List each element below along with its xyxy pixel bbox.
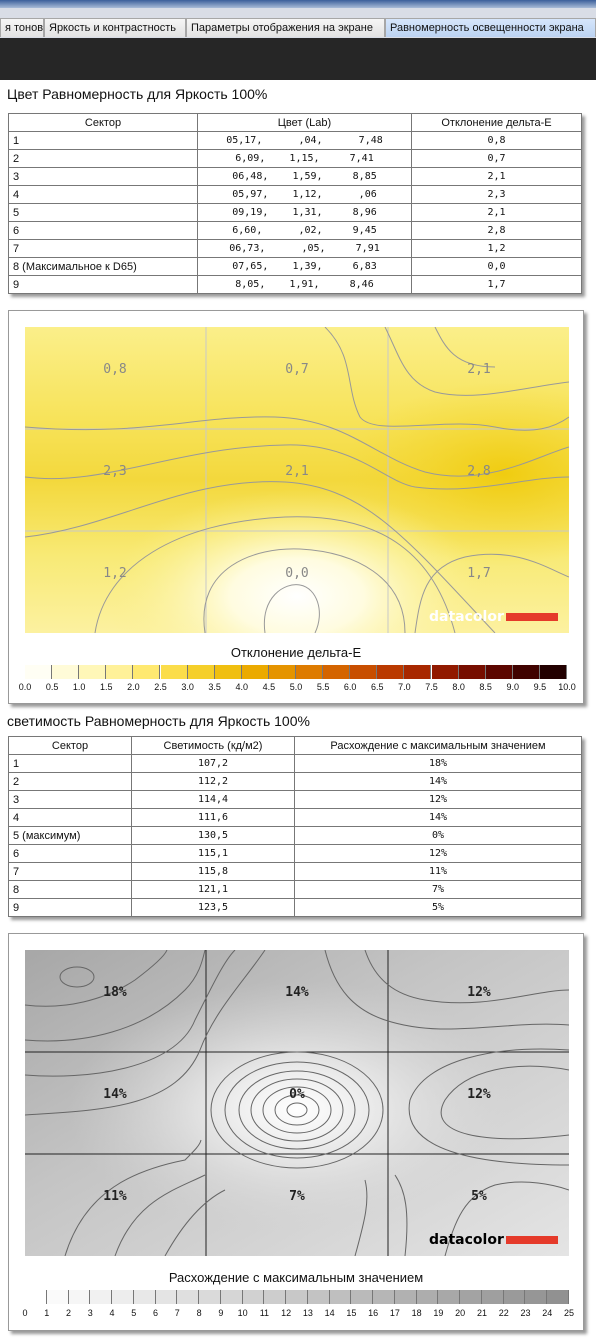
column-header: Расхождение с максимальным значением — [295, 737, 582, 755]
column-header: Сектор — [9, 114, 198, 132]
table-cell: 4 — [9, 186, 198, 204]
luminance-scale-tick-label: 7 — [174, 1308, 180, 1318]
color-scale-tick-label: 6.0 — [343, 682, 357, 692]
luminance-scale-tick-label: 8 — [196, 1308, 202, 1318]
table-cell: 115,8 — [132, 863, 295, 881]
luminance-scale-tick-label: 2 — [66, 1308, 72, 1318]
color-scale-tick-label: 0.5 — [45, 682, 59, 692]
tab-display-settings[interactable]: Параметры отображения на экране — [186, 18, 385, 37]
table-cell: 12% — [295, 791, 582, 809]
color-cell-label: 2,1 — [467, 362, 491, 377]
luminance-scale-tick-label: 14 — [324, 1308, 335, 1318]
table-cell: 2 — [9, 150, 198, 168]
luminance-cell-label: 12% — [467, 985, 491, 1000]
color-cell-label: 1,2 — [103, 566, 127, 581]
table-cell: 0% — [295, 827, 582, 845]
luminance-scale-tick-label: 1 — [44, 1308, 50, 1318]
color-scale-swatch — [513, 665, 540, 679]
luminance-scale-swatch — [47, 1290, 69, 1304]
table-cell: 9 — [9, 276, 198, 294]
luminance-scale-tick-label: 4 — [109, 1308, 115, 1318]
color-scale-tick-label: 8.5 — [479, 682, 492, 692]
color-uniformity-title: Цвет Равномерность для Яркость 100% — [7, 86, 268, 102]
table-cell: 05,17, ,04, 7,48 — [198, 132, 412, 150]
luminance-cell-label: 14% — [103, 1087, 127, 1102]
luminance-uniformity-title: светимость Равномерность для Яркость 100% — [7, 713, 310, 729]
luminance-scale-swatch — [156, 1290, 178, 1304]
color-scale-tick-label: 9.5 — [533, 682, 547, 692]
luminance-scale-tick-label: 12 — [281, 1308, 292, 1318]
table-cell: 7 — [9, 240, 198, 258]
luminance-cell-label: 5% — [471, 1189, 487, 1204]
color-scale-tick-label: 1.0 — [72, 682, 86, 692]
color-scale-tick-label: 10.0 — [558, 682, 576, 692]
table-cell: 114,4 — [132, 791, 295, 809]
table-cell: 0,8 — [412, 132, 582, 150]
table-header-row — [9, 737, 582, 755]
table-row — [9, 150, 582, 168]
luminance-deviation-panel — [8, 933, 584, 1331]
table-row — [9, 258, 582, 276]
table-cell: 09,19, 1,31, 8,96 — [198, 204, 412, 222]
color-scale-swatch — [323, 665, 350, 679]
table-cell: 11% — [295, 863, 582, 881]
table-cell: 06,48, 1,59, 8,85 — [198, 168, 412, 186]
table-row — [9, 204, 582, 222]
luminance-cell-label: 0% — [289, 1087, 305, 1102]
luminance-scale-swatch — [90, 1290, 112, 1304]
table-cell: 130,5 — [132, 827, 295, 845]
table-cell: 3 — [9, 791, 132, 809]
table-cell: 6,60, ,02, 9,45 — [198, 222, 412, 240]
luminance-scale-tick-label: 19 — [433, 1308, 444, 1318]
color-scale-swatch — [79, 665, 106, 679]
luminance-scale-tick-label: 6 — [153, 1308, 159, 1318]
table-row — [9, 863, 582, 881]
table-row — [9, 240, 582, 258]
table-row — [9, 881, 582, 899]
table-cell: 107,2 — [132, 755, 295, 773]
table-cell: 2,1 — [412, 204, 582, 222]
table-cell: 2 — [9, 773, 132, 791]
luminance-scale-swatch — [308, 1290, 330, 1304]
color-scale-tick-label: 8.0 — [452, 682, 465, 692]
luminance-scale-tick-label: 16 — [368, 1308, 379, 1318]
luminance-scale-swatch — [221, 1290, 243, 1304]
color-cell-label: 2,1 — [285, 464, 309, 479]
color-scale-swatch — [404, 665, 431, 679]
color-scale-swatch — [161, 665, 188, 679]
luminance-cell-label: 7% — [289, 1189, 305, 1204]
luminance-scale-swatch — [199, 1290, 221, 1304]
luminance-cell-label: 14% — [285, 985, 309, 1000]
luminance-scale — [22, 1290, 574, 1322]
color-scale-tick-label: 7.0 — [398, 682, 411, 692]
luminance-scale-swatch — [69, 1290, 91, 1304]
table-cell: 8,05, 1,91, 8,46 — [198, 276, 412, 294]
tab-screen-uniformity[interactable]: Равномерность освещенности экрана — [385, 18, 596, 37]
table-cell: 6 — [9, 845, 132, 863]
table-cell: 7 — [9, 863, 132, 881]
table-row — [9, 791, 582, 809]
color-cell-label: 1,7 — [467, 566, 491, 581]
luminance-scale-swatch — [417, 1290, 439, 1304]
table-cell: 1,7 — [412, 276, 582, 294]
table-row — [9, 132, 582, 150]
color-scale-tick-label: 3.0 — [181, 682, 194, 692]
color-scale-tick-label: 0.0 — [18, 682, 32, 692]
luminance-deviation-map — [25, 950, 569, 1256]
color-scale-swatch — [25, 665, 52, 679]
table-row — [9, 755, 582, 773]
luminance-scale-tick-label: 11 — [259, 1308, 270, 1318]
table-row — [9, 276, 582, 294]
datacolor-logo: datacolor — [429, 609, 558, 625]
color-scale-tick-label: 9.0 — [506, 682, 520, 692]
color-deviation-panel — [8, 310, 584, 704]
luminance-cell-label: 11% — [103, 1189, 127, 1204]
luminance-scale-swatch — [547, 1290, 569, 1304]
luminance-scale-tick-label: 13 — [302, 1308, 313, 1318]
table-row — [9, 845, 582, 863]
color-cell-label: 2,8 — [467, 464, 491, 479]
color-scale-tick-label: 2.0 — [127, 682, 140, 692]
color-scale-tick-label: 2.5 — [154, 682, 167, 692]
luminance-scale-swatch — [460, 1290, 482, 1304]
datacolor-logo: datacolor — [429, 1232, 558, 1248]
table-cell: 14% — [295, 773, 582, 791]
tab-bar — [0, 0, 596, 39]
color-scale-swatch — [52, 665, 79, 679]
color-scale-tick-label: 4.0 — [235, 682, 249, 692]
dark-toolbar — [0, 38, 596, 80]
column-header: Светимость (кд/м2) — [132, 737, 295, 755]
color-deviation-map — [25, 327, 569, 633]
color-scale-tick-label: 5.5 — [316, 682, 330, 692]
luminance-scale-swatch — [286, 1290, 308, 1304]
title-strip — [0, 0, 596, 8]
color-cell-label: 0,7 — [285, 362, 309, 377]
luminance-scale-tick-label: 0 — [22, 1308, 28, 1318]
luminance-scale-tick-label: 24 — [542, 1308, 553, 1318]
table-cell: 06,73, ,05, 7,91 — [198, 240, 412, 258]
color-scale-tick-label: 6.5 — [371, 682, 384, 692]
color-scale-swatch — [242, 665, 269, 679]
table-cell: 115,1 — [132, 845, 295, 863]
color-scale-swatch — [188, 665, 215, 679]
table-row — [9, 222, 582, 240]
luminance-scale-tick-label: 22 — [498, 1308, 509, 1318]
color-legend-title: Отклонение дельта-E — [230, 645, 362, 660]
luminance-legend-title: Расхождение с максимальным значением — [168, 1270, 424, 1285]
tab-brightness-contrast[interactable]: Яркость и контрастность — [44, 18, 186, 37]
table-cell: 1 — [9, 132, 198, 150]
table-cell: 123,5 — [132, 899, 295, 917]
luminance-scale-tick-label: 21 — [476, 1308, 487, 1318]
table-cell: 9 — [9, 899, 132, 917]
luminance-scale-tick-label: 3 — [87, 1308, 93, 1318]
table-cell: 18% — [295, 755, 582, 773]
color-scale-swatch — [269, 665, 296, 679]
table-cell: 8 (Максимальное к D65) — [9, 258, 198, 276]
table-cell: 111,6 — [132, 809, 295, 827]
table-cell: 5 (максимум) — [9, 827, 132, 845]
table-cell: 121,1 — [132, 881, 295, 899]
table-cell: 5% — [295, 899, 582, 917]
luminance-scale-tick-label: 18 — [411, 1308, 422, 1318]
color-cell-label: 0,8 — [103, 362, 127, 377]
table-cell: 3 — [9, 168, 198, 186]
luminance-scale-swatch — [112, 1290, 134, 1304]
luminance-scale-swatch — [525, 1290, 547, 1304]
luminance-scale-swatch — [351, 1290, 373, 1304]
table-cell: 112,2 — [132, 773, 295, 791]
column-header: Цвет (Lab) — [198, 114, 412, 132]
table-row — [9, 899, 582, 917]
table-row — [9, 168, 582, 186]
table-header-row — [9, 114, 582, 132]
luminance-cell-label: 12% — [467, 1087, 491, 1102]
table-cell: 2,3 — [412, 186, 582, 204]
table-cell: 1,2 — [412, 240, 582, 258]
table-cell: 12% — [295, 845, 582, 863]
table-cell: 2,8 — [412, 222, 582, 240]
color-scale-swatch — [296, 665, 323, 679]
table-cell: 5 — [9, 204, 198, 222]
color-scale-swatch — [540, 665, 567, 679]
column-header: Отклонение дельта-E — [412, 114, 582, 132]
luminance-scale-tick-label: 17 — [389, 1308, 400, 1318]
luminance-uniformity-table — [8, 736, 582, 917]
color-cell-label: 0,0 — [285, 566, 309, 581]
color-scale-tick-label: 3.5 — [208, 682, 221, 692]
color-scale-swatch — [486, 665, 513, 679]
color-scale-swatch — [215, 665, 242, 679]
luminance-scale-tick-label: 15 — [346, 1308, 357, 1318]
luminance-scale-tick-label: 20 — [455, 1308, 466, 1318]
table-cell: 8 — [9, 881, 132, 899]
table-cell: 05,97, 1,12, ,06 — [198, 186, 412, 204]
table-cell: 0,7 — [412, 150, 582, 168]
color-scale — [18, 665, 576, 695]
luminance-scale-swatch — [395, 1290, 417, 1304]
tab-tones[interactable]: я тонов — [0, 18, 44, 37]
color-scale-tick-label: 5.0 — [289, 682, 303, 692]
luminance-scale-swatch — [243, 1290, 265, 1304]
table-row — [9, 186, 582, 204]
luminance-scale-swatch — [177, 1290, 199, 1304]
luminance-scale-tick-label: 23 — [520, 1308, 531, 1318]
table-cell: 0,0 — [412, 258, 582, 276]
luminance-scale-swatch — [482, 1290, 504, 1304]
color-scale-tick-label: 7.5 — [425, 682, 438, 692]
table-cell: 6,09, 1,15, 7,41 — [198, 150, 412, 168]
color-uniformity-table — [8, 113, 582, 294]
luminance-scale-swatch — [134, 1290, 156, 1304]
table-cell: 4 — [9, 809, 132, 827]
luminance-cell-label: 18% — [103, 985, 127, 1000]
table-cell: 14% — [295, 809, 582, 827]
luminance-scale-swatch — [330, 1290, 352, 1304]
luminance-scale-tick-label: 5 — [131, 1308, 137, 1318]
luminance-scale-tick-label: 10 — [237, 1308, 248, 1318]
table-row — [9, 809, 582, 827]
table-cell: 6 — [9, 222, 198, 240]
luminance-scale-swatch — [264, 1290, 286, 1304]
color-cell-label: 2,3 — [103, 464, 127, 479]
luminance-scale-tick-label: 25 — [563, 1308, 574, 1318]
luminance-scale-tick-label: 9 — [218, 1308, 224, 1318]
column-header: Сектор — [9, 737, 132, 755]
luminance-scale-swatch — [25, 1290, 47, 1304]
table-cell: 07,65, 1,39, 6,83 — [198, 258, 412, 276]
color-scale-tick-label: 4.5 — [262, 682, 276, 692]
luminance-scale-swatch — [438, 1290, 460, 1304]
color-scale-swatch — [377, 665, 404, 679]
table-cell: 2,1 — [412, 168, 582, 186]
luminance-scale-swatch — [373, 1290, 395, 1304]
color-scale-tick-label: 1.5 — [100, 682, 113, 692]
color-scale-swatch — [432, 665, 459, 679]
table-cell: 1 — [9, 755, 132, 773]
table-cell: 7% — [295, 881, 582, 899]
color-scale-swatch — [106, 665, 133, 679]
table-row — [9, 773, 582, 791]
table-row — [9, 827, 582, 845]
color-scale-swatch — [133, 665, 160, 679]
color-scale-swatch — [459, 665, 486, 679]
color-scale-swatch — [350, 665, 377, 679]
luminance-scale-swatch — [504, 1290, 526, 1304]
